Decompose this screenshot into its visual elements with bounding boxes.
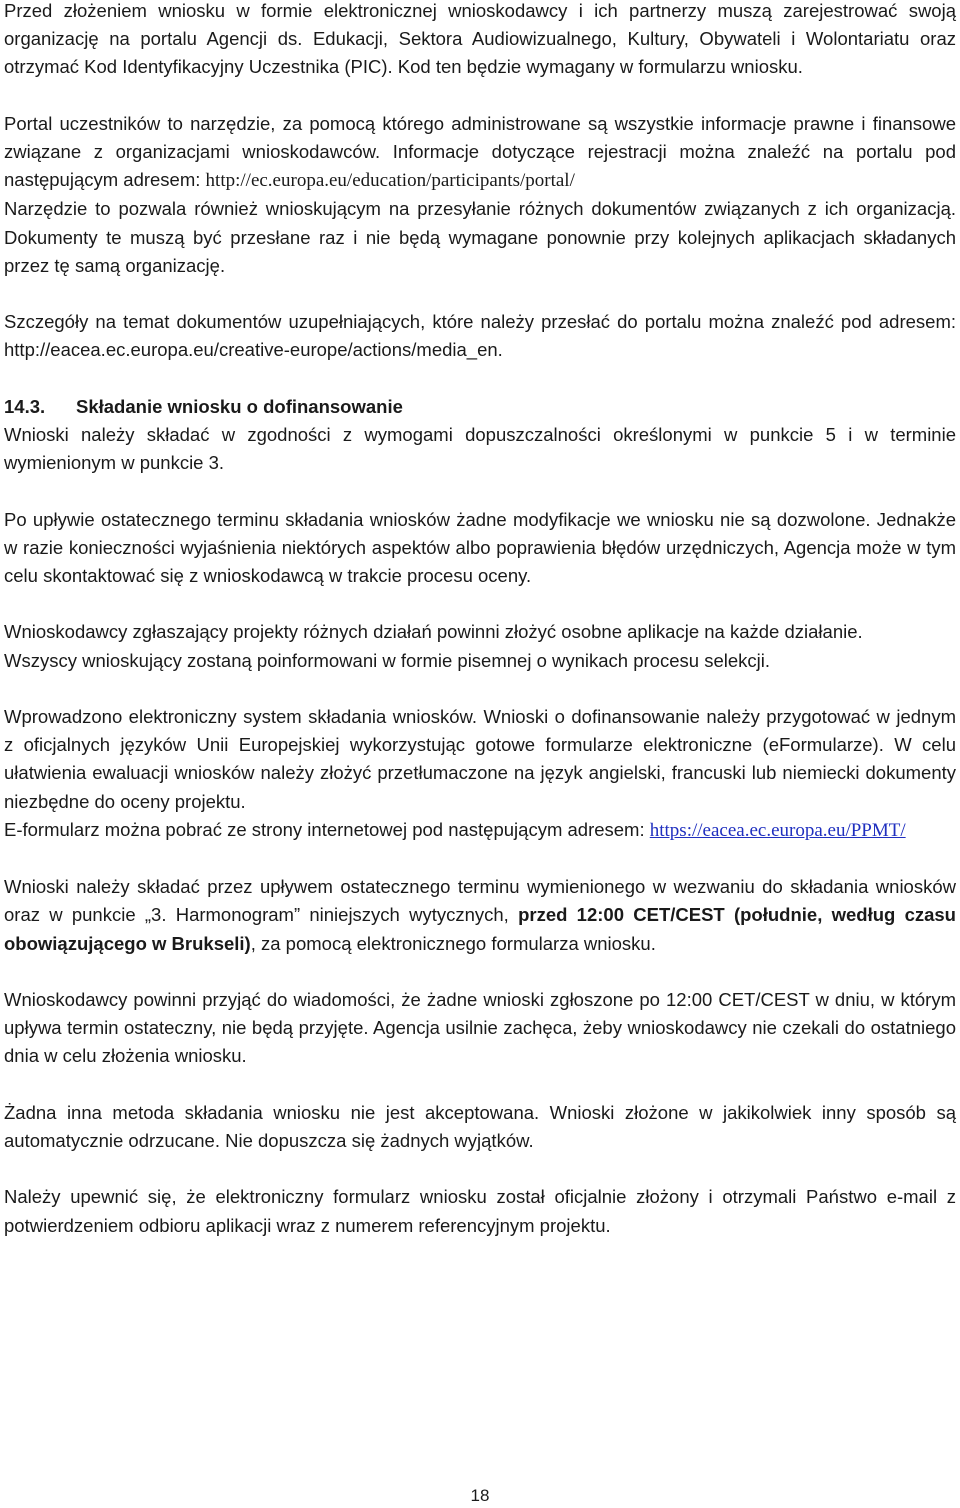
paragraph-pic-registration: Przed złożeniem wniosku w formie elektronicznej wnioskodawcy i ich partnerzy muszą zarejestrować swoją organizację na portalu Agencji ds. Edukacji, Sektora Audiowizualnego, Kultury, Obywateli i Wolontariatu oraz otrzymać Kod Identyfikacyjny Uczestnika (PIC). Kod ten będzie wymagany w formularzu wniosku. (4, 0, 956, 78)
paragraph-participant-portal-text: Portal uczestników to narzędzie, za pomocą którego administrowane są wszystkie informacje prawne i finansowe związane z organizacjami wnioskodawców. Informacje dotyczące rejestracji można znaleźć na portalu pod następującym adresem: (4, 112, 956, 191)
paragraph-late-applications: Wnioskodawcy powinni przyjąć do wiadomości, że żadne wnioski zgłoszone po 12:00 CET/CEST w dniu, w którym upływa termin ostateczny, nie będą przyjęte. Agencja usilnie zachęca, żeby wnioskodawcy nie czekali do ostatniego dnia w celu złożenia wniosku. (4, 988, 956, 1067)
spacer (4, 590, 956, 618)
eform-link[interactable]: https://eacea.ec.europa.eu/PPMT/ (649, 819, 906, 841)
paragraph-document-upload: Narzędzie to pozwala również wnioskującym na przesyłanie różnych dokumentów związanych z ich organizacją. Dokumenty te muszą być przesłane raz i nie będą wymagane ponownie przy kolejnych aplikacjach składanych przez tę samą organizację. (4, 198, 956, 276)
section-heading (4, 393, 956, 421)
deadline-text-a: Wnioski należy składać przez upływem ostatecznego terminu wymienionego w wezwaniu do składania wniosków oraz w punkcie „3. Harmonogram” niniejszych wytycznych, (4, 876, 956, 926)
spacer (4, 82, 956, 110)
spacer (4, 477, 956, 505)
paragraph-no-other-method: Żadna inna metoda składania wniosku nie jest akceptowana. Wnioski złożone w jakikolwiek inny sposób są automatycznie odrzucane. Nie dopuszcza się żadnych wyjątków. (4, 1101, 956, 1151)
section-number: 14.3. (4, 395, 46, 417)
paragraph-electronic-system: Wprowadzono elektroniczny system składania wniosków. Wnioski o dofinansowanie należy przygotować w jednym z oficjalnych języków Unii Europejskiej wykorzystując gotowe formularze elektroniczne (eFormularze). W celu ułatwienia ewaluacji wniosków należy złożyć przetłumaczone na język angielski, francuski lub niemiecki dokumenty niezbędne do oceny projektu. (4, 705, 956, 812)
paragraph-eform-download (4, 816, 956, 845)
paragraph-eform-download-text: E-formularz można pobrać ze strony internetowej pod następującym adresem: (4, 818, 650, 840)
paragraph-participant-portal (4, 110, 956, 196)
paragraph-supporting-documents: Szczegóły na temat dokumentów uzupełniających, które należy przesłać do portalu można znaleźć pod adresem: http://eacea.ec.europa.eu/creative-europe/actions/media_en. (4, 311, 956, 361)
paragraph-admissibility: Wnioski należy składać w zgodności z wymogami dopuszczalności określonymi w punkcie 5 i w terminie wymienionym w punkcie 3. (4, 424, 956, 474)
deadline-text-b: , za pomocą elektronicznego formularza wniosku. (250, 932, 656, 954)
page-number: 18 (470, 1486, 490, 1505)
spacer (4, 845, 956, 873)
spacer (4, 280, 956, 308)
spacer (4, 675, 956, 703)
spacer (4, 958, 956, 986)
spacer (4, 1155, 956, 1183)
spacer (4, 365, 956, 393)
participant-portal-link[interactable]: http://ec.europa.eu/education/participants/portal/ (205, 170, 575, 192)
paragraph-selection-results: Wszyscy wnioskujący zostaną poinformowani w formie pisemnej o wynikach procesu selekcji. (4, 649, 770, 671)
spacer (4, 1071, 956, 1099)
document-page (4, 0, 956, 1240)
section-title: Składanie wniosku o dofinansowanie (76, 395, 403, 417)
deadline-bold: przed 12:00 CET/CEST (południe, według czasu obowiązującego w Brukseli) (4, 904, 956, 954)
paragraph-deadline (4, 873, 956, 958)
paragraph-confirmation-email: Należy upewnić się, że elektroniczny formularz wniosku został oficjalnie złożony i otrzymali Państwo e-mail z potwierdzeniem odbioru aplikacji wraz z numerem referencyjnym projektu. (4, 1186, 956, 1236)
paragraph-no-modifications: Po upływie ostatecznego terminu składania wniosków żadne modyfikacje we wniosku nie są dozwolone. Jednakże w razie konieczności wyjaśnienia niektórych aspektów albo poprawienia błędów urzędniczych, Agencja może w tym celu skontaktować się z wnioskodawcą w trakcie procesu oceny. (4, 508, 956, 586)
paragraph-separate-applications: Wnioskodawcy zgłaszający projekty różnych działań powinni złożyć osobne aplikacje na każde działanie. (4, 621, 863, 643)
